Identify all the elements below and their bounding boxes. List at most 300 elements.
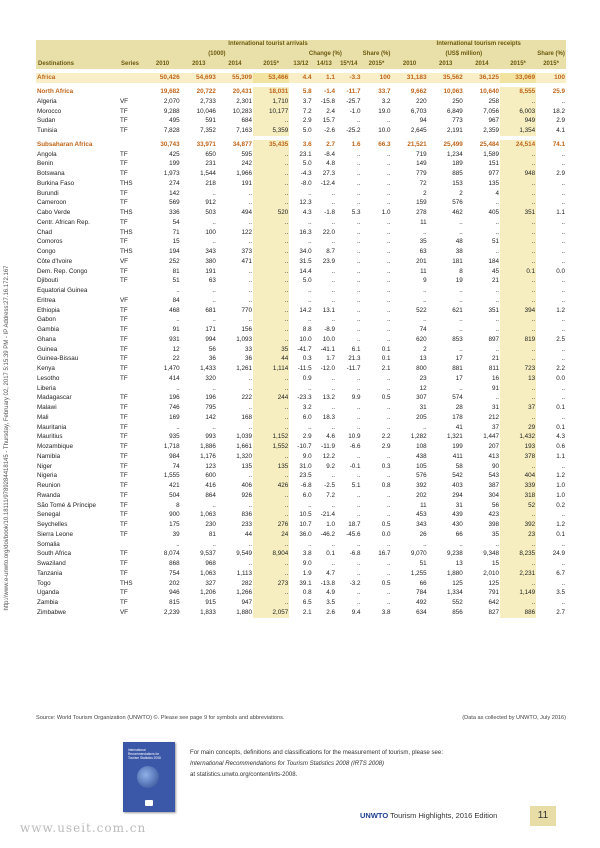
table-cell: 12 [172,345,180,353]
table-cell: 50,426 [145,73,181,83]
table-cell: 1,063 [200,569,216,577]
table-cell: 13 [500,374,536,384]
table-cell: .. [331,238,336,246]
table-cell: 621 [452,306,463,314]
table-cell: .. [500,179,536,189]
table-cell: 5,359 [253,126,289,136]
table-cell: .. [331,189,336,197]
table-cell: .. [357,199,361,207]
table-cell: 462 [452,209,463,216]
table-cell: .. [500,462,536,472]
table-cell: 1,206 [200,589,216,597]
table-cell: 304 [488,491,499,499]
table-cell: 373 [241,248,253,255]
table-cell: 2,070 [163,97,180,105]
table-cell: 66 [455,530,463,538]
table-cell: 0.1 [381,345,391,353]
table-cell: 38 [455,248,463,255]
table-cell: .. [561,462,565,470]
table-cell: 4.7 [326,569,336,577]
table-cell: 634 [416,608,427,616]
table-cell: .. [386,277,391,285]
table-cell: .. [386,160,391,168]
series-code: VF [119,97,129,105]
table-cell: .. [561,248,565,255]
table-cell: .. [248,287,253,294]
table-cell: .. [248,277,253,285]
table-cell: 31,183 [391,73,427,83]
table-row [36,267,566,277]
table-cell: .. [253,315,289,325]
table-cell: 423 [488,511,499,519]
country-name: Mali [37,413,49,421]
table-cell: .. [561,394,565,402]
table-cell: 9,288 [163,107,180,115]
table-cell: .. [212,189,216,197]
arrivals-unit: (1000) [145,50,290,60]
col-header: 14/13 [313,60,336,70]
table-cell: 6,703 [410,107,427,115]
table-cell: -6.8 [300,482,312,489]
table-cell: 12 [419,384,427,392]
header-row-3 [36,60,566,70]
share-header-2: Share (%) [536,50,566,60]
table-cell: 2.5 [556,335,565,343]
table-cell: .. [308,540,312,548]
table-cell: .. [212,316,216,324]
table-cell: 1,880 [447,569,463,577]
table-cell: -2.5 [324,482,336,489]
table-cell: -11.7 [346,88,361,95]
table-cell: .. [386,306,391,314]
table-cell: 222 [241,394,253,402]
table-cell: 1,710 [253,97,289,107]
table-cell: 1,320 [236,452,253,460]
page-number: 11 [530,806,556,826]
table-cell: .. [500,354,536,364]
table-cell: 9,662 [410,88,427,95]
table-cell: 414 [169,374,180,382]
country-name: Chad [37,228,53,236]
table-cell: .. [561,150,565,158]
table-cell: .. [500,286,536,296]
table-cell: 864 [205,491,216,499]
table-cell: .. [308,287,312,294]
series-code: VF [119,296,129,304]
table-cell: .. [495,218,499,226]
table-cell: .. [386,117,391,125]
country-name: Burkina Faso [37,179,75,187]
country-name: Eritrea [37,296,56,304]
table-cell: 17 [455,374,463,382]
series-code: THS [119,179,133,187]
table-cell: .. [253,276,289,286]
table-cell: .. [248,218,253,226]
table-cell: 2 [459,189,463,197]
table-cell: 926 [241,491,253,499]
source-date: (Data as collected by UNWTO, July 2016) [462,715,566,721]
table-cell: .. [561,316,565,324]
table-cell: 105 [416,462,427,470]
series-code: TF [119,150,128,158]
series-code: TF [119,462,128,470]
table-cell: .. [308,296,312,304]
table-cell: .. [561,277,565,285]
table-cell: -10.7 [297,443,312,450]
table-cell: .. [561,97,565,105]
table-cell: 9.0 [302,452,312,460]
table-cell: .. [459,540,463,548]
table-cell: -25.7 [346,97,361,105]
table-cell: 642 [488,599,499,606]
series-code: TF [119,374,128,382]
table-cell: .. [253,296,289,306]
series-code: TF [119,404,128,411]
table-cell: .. [331,287,336,294]
country-name: Lesotho [37,374,60,382]
table-cell: 20,431 [232,88,253,95]
table-cell: 1.0 [381,209,391,216]
table-cell: .. [253,267,289,277]
table-cell: .. [253,471,289,481]
country-name: Cameroon [37,199,67,207]
country-name: Sierra Leone [37,530,74,538]
table-cell: .. [253,540,289,550]
table-cell: 2.9 [302,433,312,441]
table-cell: 31 [419,404,427,411]
table-cell: 994 [205,335,216,343]
table-cell: 108 [416,443,427,450]
table-cell: 81 [208,530,216,538]
table-cell: .. [357,248,361,255]
table-cell: 4.3 [556,433,565,441]
table-cell: -11.7 [346,365,361,372]
receipts-unit: (US$ million) [391,50,536,60]
table-cell: .. [212,218,216,226]
table-cell: 10.9 [348,433,361,441]
table-cell: 13.2 [322,394,336,402]
table-cell: 815 [169,599,180,606]
table-cell: .. [500,384,536,394]
table-cell: .. [386,287,391,294]
table-cell: .. [357,170,361,177]
table-row [36,126,566,136]
table-cell: .. [212,287,216,294]
table-row [36,325,566,335]
table-cell: 819 [500,335,536,345]
table-cell: .. [561,218,565,226]
table-cell: .. [331,404,336,411]
table-cell: .. [500,579,536,589]
table-cell: 2,057 [253,608,289,618]
table-cell: .. [248,267,253,275]
country-name: Uganda [37,589,60,597]
country-name: Gabon [37,316,56,324]
table-cell: 51 [172,277,180,285]
series-code: TF [119,433,128,441]
table-cell: .. [459,384,463,392]
table-cell: 426 [253,481,289,491]
table-cell: .. [212,501,216,509]
table-cell: 791 [488,589,499,597]
table-cell: -11.5 [297,365,312,372]
table-cell: 23 [500,530,536,540]
table-cell: -6.8 [349,550,361,558]
table-cell: .. [357,374,361,382]
table-cell: 3.8 [302,550,312,558]
table-cell: 4.9 [326,589,336,597]
table-cell: 853 [452,335,463,343]
table-cell: 1,886 [200,443,216,450]
table-cell: 1,334 [447,589,463,597]
table-cell: 153 [452,179,463,187]
table-cell: .. [308,316,312,324]
table-cell: .. [386,599,391,606]
table-cell: 13 [419,355,427,363]
table-cell: 30,743 [160,140,180,148]
table-cell: 0.1 [556,423,565,431]
table-cell: 552 [452,599,463,606]
table-cell: 1.7 [326,355,336,363]
side-access-note [2,170,12,710]
table-cell: 41 [455,423,463,431]
table-row [36,598,566,608]
table-row [36,335,566,345]
table-cell: .. [500,218,536,228]
table-cell: .. [357,218,361,226]
table-cell: .. [253,159,289,169]
table-cell: .. [500,315,536,325]
table-cell: 9,348 [483,550,499,558]
table-cell: .. [423,423,427,431]
table-cell: 0.8 [381,482,391,489]
table-cell: 33,069 [500,73,536,83]
footer-brand: UNWTO [360,811,389,820]
table-cell: .. [561,511,565,519]
table-cell: .. [357,404,361,411]
table-cell: 320 [205,374,216,382]
table-cell: -2.6 [324,127,336,134]
table-cell: .. [500,510,536,520]
side-access-text: http://www.e-unwto.org/doi/book/10.18111/9789284418145 - Thursday, February 02, 2017 5:15:39 PM - IP Address:27.16.172.167 [4,265,10,611]
table-cell: .. [248,189,253,197]
table-cell: 18.2 [552,107,565,115]
table-row [36,579,566,589]
table-cell: 1.6 [351,140,361,148]
table-cell: 36 [208,355,216,363]
table-cell: 351 [500,208,536,218]
table-cell: .. [459,287,463,294]
table-cell: 25,499 [443,140,463,148]
table-cell: 212 [488,413,499,421]
table-cell: 1,432 [500,432,536,442]
table-cell: 5.3 [351,209,361,216]
table-cell: .. [253,286,289,296]
series-code [119,286,145,296]
table-cell: .. [253,169,289,179]
table-cell: 10.0 [299,335,312,343]
table-cell: 4 [495,189,499,197]
table-cell: 2,191 [447,127,463,134]
table-cell: 318 [500,491,536,501]
table-cell: .. [386,423,391,431]
table-cell: 91 [172,326,180,333]
table-cell: 977 [488,170,499,177]
table-cell: 9.0 [302,560,312,567]
table-cell: 15 [491,560,499,567]
table-cell: .. [253,510,289,520]
table-cell: .. [253,559,289,569]
table-cell: 1.9 [302,569,312,577]
table-cell: 74.1 [552,140,565,148]
table-cell: 178 [452,413,463,421]
table-cell: 795 [205,404,216,411]
table-cell: .. [331,540,336,548]
table-cell: 100 [362,73,392,83]
series-code: TF [119,335,128,343]
table-cell: 5.0 [302,127,312,134]
table-cell: .. [561,238,565,246]
table-cell: 542 [452,472,463,480]
change-header: Change (%) [289,50,361,60]
table-cell: 2,239 [163,608,180,616]
table-cell: 26 [419,530,427,538]
series-code: TF [119,491,128,499]
table-cell: 827 [488,608,499,616]
table-cell: 3.8 [381,608,391,616]
table-cell: 0.5 [381,394,391,402]
table-cell: 207 [488,443,499,450]
table-cell: 4.4 [289,73,312,83]
table-cell: .. [331,423,336,431]
table-cell: 2.1 [381,365,391,372]
table-row [36,257,566,267]
table-cell: .. [253,247,289,257]
table-cell: 591 [205,117,216,125]
country-name: Mozambique [37,443,74,450]
table-cell: 398 [488,521,499,528]
table-cell: -1.0 [349,107,361,115]
table-cell: 34.0 [299,248,312,255]
table-cell: 784 [416,589,427,597]
table-cell: .. [176,384,180,392]
table-cell: 343 [205,248,216,255]
series-code: TF [119,472,128,480]
table-cell: 684 [241,117,253,125]
table-cell: 10,640 [479,88,499,95]
table-cell: .. [459,316,463,324]
series-code: TF [119,521,128,528]
table-cell: 31 [491,404,499,411]
table-cell: .. [248,540,253,548]
table-cell: .. [386,218,391,226]
table-cell: .. [253,237,289,247]
table-cell: 24.9 [552,550,565,558]
table-cell: 39 [172,530,180,538]
table-cell: 205 [416,413,427,421]
table-cell: .. [248,238,253,246]
receipts-title: International tourism receipts [391,40,566,50]
table-cell: .. [495,316,499,324]
table-cell: 495 [169,117,180,125]
table-cell: 1,063 [200,511,216,519]
table-row [36,588,566,598]
table-row [36,237,566,247]
table-cell: 1,176 [200,452,216,460]
table-cell: 149 [416,160,427,168]
table-cell: -11.9 [321,443,336,450]
table-cell: 307 [416,394,427,402]
series-code: THS [119,209,133,216]
table-cell: .. [253,413,289,423]
table-cell: 439 [452,511,463,519]
table-cell: 912 [205,199,216,207]
table-cell: 16 [491,374,499,382]
table-cell: 28 [455,404,463,411]
table-cell: 3.2 [381,97,391,105]
series-code: TF [119,365,128,372]
table-cell: 900 [169,511,180,519]
table-cell: 6,003 [500,107,536,117]
table-cell: 1,589 [483,150,499,158]
table-cell: 12.3 [299,199,312,207]
table-row [36,452,566,462]
table-cell: .. [357,423,361,431]
table-cell: .. [176,316,180,324]
table-cell: .. [495,326,499,333]
table-cell: 2.7 [556,608,565,616]
table-cell: 2,359 [483,127,499,134]
col-header: 2015* [536,60,566,70]
table-cell: 2.6 [326,608,336,616]
series-code: THS [119,228,133,236]
table-cell: 9,549 [236,550,253,558]
table-cell: 31.0 [299,462,312,470]
table-cell: .. [500,257,536,267]
table-cell: 58 [455,462,463,470]
table-cell: .. [423,287,427,294]
table-row [36,403,566,413]
series-code: TF [119,511,128,519]
table-cell: 886 [500,608,536,618]
table-cell: .. [495,345,499,353]
table-cell: .. [386,384,391,392]
table-row [36,247,566,257]
table-cell: 719 [416,150,427,158]
table-cell: .. [500,150,536,160]
table-cell: 387 [488,482,499,489]
note-line-2: International Recommendations for Tourism Statistics 2008 (IRTS 2008) [190,760,385,767]
table-cell: 142 [169,189,180,197]
table-cell: .. [331,560,336,567]
table-cell: -21.4 [320,511,336,519]
table-cell: 0.9 [302,374,312,382]
table-cell: 37 [491,423,499,431]
table-cell: 948 [500,169,536,179]
table-cell: .. [248,423,253,431]
table-cell: 54,693 [181,73,217,83]
series-code: TF [119,550,128,558]
table-cell: .. [357,335,361,343]
table-cell: 63 [208,277,216,285]
table-cell: 3.6 [302,140,312,148]
table-cell: 273 [253,579,289,589]
table-cell: 54 [172,218,180,226]
table-row [36,208,566,218]
table-cell: 406 [241,482,253,489]
table-cell: .. [561,579,565,587]
table-cell: 48 [455,238,463,246]
